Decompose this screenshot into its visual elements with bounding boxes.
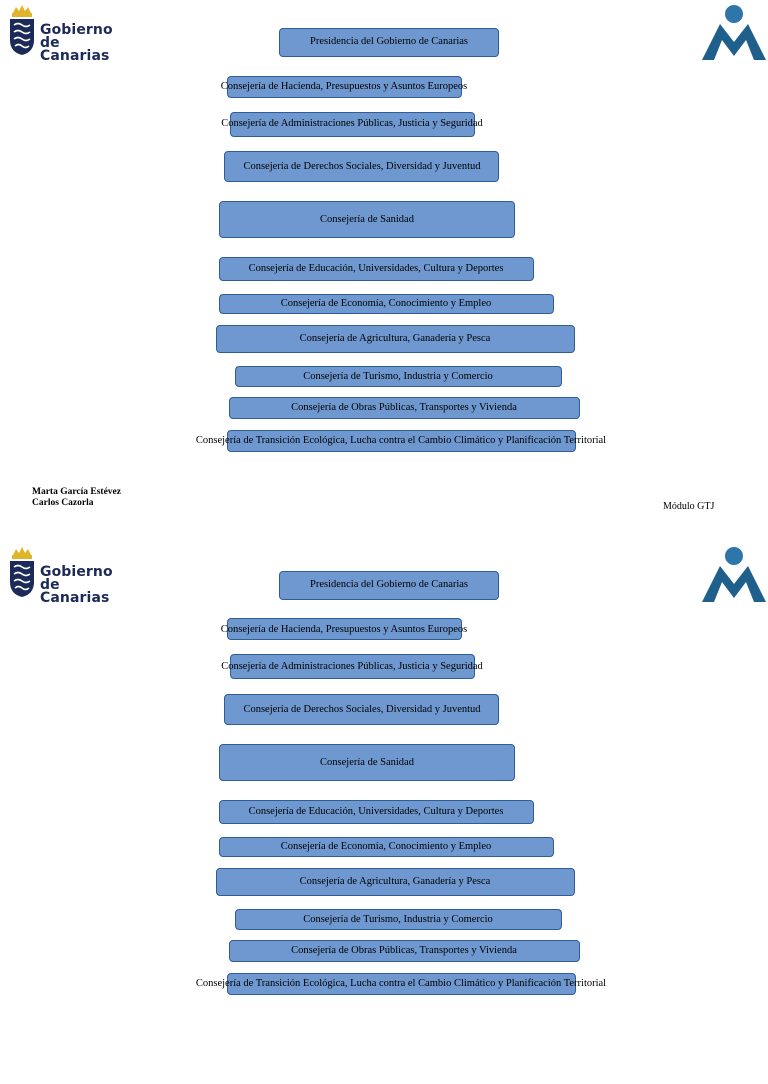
author-2: Carlos Cazorla [32,498,94,508]
label-administraciones: Consejería de Administraciones Públicas, Justicia y Seguridad [221,661,483,672]
m-figure-logo-icon [700,544,768,604]
authors [32,487,121,509]
label-agricultura: Consejería de Agricultura, Ganadería y Pesca [299,876,491,887]
label-economia: Consejería de Economía, Conocimiento y Empleo [280,841,492,852]
label-presidencia: Presidencia del Gobierno de Canarias [309,36,469,47]
gobierno-de-canarias-logo [8,546,123,606]
gobierno-line-1: Gobierno [40,564,113,580]
label-turismo: Consejería de Turismo, Industria y Comercio [303,371,493,382]
label-administraciones: Consejería de Administraciones Públicas, Justicia y Seguridad [221,118,483,129]
canarias-crest-icon [8,4,36,56]
label-derechos-sociales: Consejería de Derechos Sociales, Diversidad y Juventud [243,161,481,172]
label-educacion: Consejería de Educación, Universidades, Cultura y Deportes [248,263,504,274]
gobierno-wordmark [40,566,123,605]
label-economia: Consejería de Economía, Conocimiento y Empleo [280,298,492,309]
label-obras-publicas: Consejería de Obras Públicas, Transportes y Vivienda [291,402,517,413]
label-sanidad: Consejería de Sanidad [320,214,414,225]
author-1: Marta García Estévez [32,487,121,497]
page-2 [0,542,768,1084]
gobierno-wordmark [40,24,123,63]
label-sanidad: Consejería de Sanidad [320,757,414,768]
gobierno-line-2: de Canarias [40,577,110,606]
label-agricultura: Consejería de Agricultura, Ganadería y Pesca [299,333,491,344]
label-hacienda: Consejería de Hacienda, Presupuestos y Asuntos Europeos [220,624,468,635]
label-hacienda: Consejería de Hacienda, Presupuestos y Asuntos Europeos [220,81,468,92]
label-transicion-ecologica: Consejería de Transición Ecológica, Lucha contra el Cambio Climático y Planificación Territorial [195,435,607,446]
gobierno-line-2: de Canarias [40,35,110,64]
label-obras-publicas: Consejería de Obras Públicas, Transportes y Vivienda [291,945,517,956]
label-presidencia: Presidencia del Gobierno de Canarias [309,579,469,590]
gobierno-line-1: Gobierno [40,22,113,38]
label-transicion-ecologica: Consejería de Transición Ecológica, Lucha contra el Cambio Climático y Planificación Territorial [195,978,607,989]
gobierno-de-canarias-logo [8,4,123,64]
label-educacion: Consejería de Educación, Universidades, Cultura y Deportes [248,806,504,817]
m-figure-logo-icon [700,2,768,62]
label-derechos-sociales: Consejería de Derechos Sociales, Diversidad y Juventud [243,704,481,715]
module-label: Módulo GTJ [663,501,715,512]
label-turismo: Consejería de Turismo, Industria y Comercio [303,914,493,925]
canarias-crest-icon [8,546,36,598]
